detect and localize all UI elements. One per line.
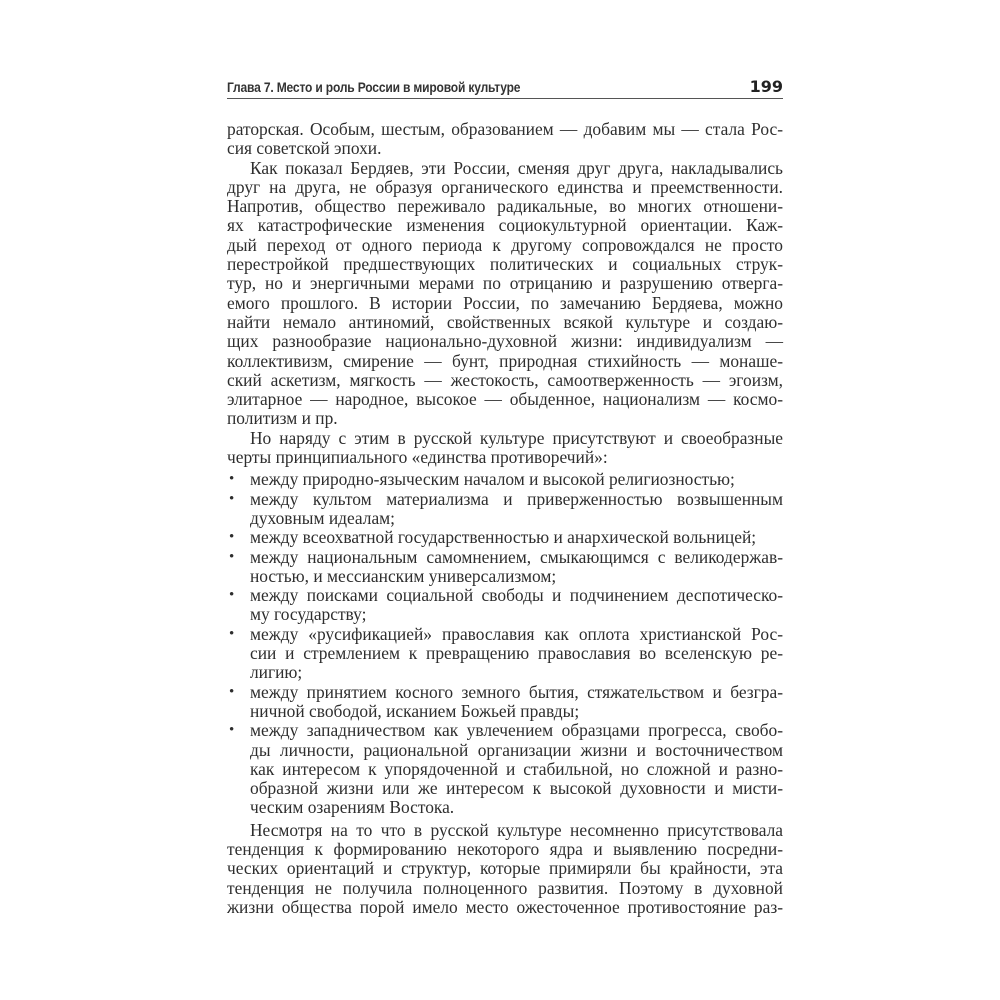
text-line: перестройкой предшествующих политических и социальных струк- bbox=[227, 254, 783, 275]
text-line: Напротив, общество переживало радикальные, во многих отношени- bbox=[227, 196, 783, 217]
text-line: как интересом к упорядоченной и стабильной, но сложной и разно- bbox=[250, 758, 783, 779]
text-line: элитарное — народное, высокое — обыденное, национализм — космо- bbox=[227, 389, 783, 410]
text-line: емого прошлого. В истории России, по замечанию Бердяева, можно bbox=[227, 292, 783, 313]
text-line: тур, но и энергичными мерами по отрицанию и разрушению отверга- bbox=[227, 273, 783, 294]
text-line: ческим озарениям Востока. bbox=[250, 797, 455, 818]
paragraph bbox=[227, 159, 783, 429]
bullet-icon: • bbox=[229, 625, 235, 642]
text-line: Как показал Бердяев, эти России, сменяя друг друга, накладывались bbox=[250, 157, 783, 178]
bullet-icon: • bbox=[229, 683, 235, 700]
paragraph bbox=[227, 429, 783, 468]
paragraph bbox=[227, 120, 783, 159]
text-line: Но наряду с этим в русской культуре присутствуют и своеобразные bbox=[250, 427, 783, 448]
text-line: раторская. Особым, шестым, образованием — добавим мы — стала Рос- bbox=[227, 119, 783, 139]
chapter-title: Глава 7. Место и роль России в мировой культуре bbox=[227, 79, 521, 95]
list-item bbox=[227, 625, 783, 683]
running-header bbox=[227, 74, 783, 99]
text-line: друг на друга, не образуя органического единства и преемственности. bbox=[227, 176, 783, 197]
text-line: ческих ориентаций и структур, которые примиряли бы крайности, эта bbox=[227, 858, 783, 879]
list-item bbox=[227, 586, 783, 625]
text-line: между принятием косного земного бытия, стяжательством и безгра- bbox=[250, 681, 783, 702]
text-line: ях катастрофические изменения социокультурной ориентации. Каж- bbox=[227, 215, 783, 236]
text-line: между всеохватной государственностью и анархической вольницей; bbox=[250, 527, 757, 548]
text-line: между национальным самомнением, смыкающимся с великодержав- bbox=[250, 546, 783, 567]
bullet-icon: • bbox=[229, 587, 235, 604]
text-line: между культом материализма и приверженностью возвышенным bbox=[250, 488, 783, 509]
text-line: между западничеством как увлечением образцами прогресса, свобо- bbox=[250, 720, 783, 741]
text-line: сия советской эпохи. bbox=[227, 138, 382, 159]
text-line: ностью, и мессианским универсализмом; bbox=[250, 565, 557, 586]
text-line: черты принципиального «единства противоречий»: bbox=[227, 447, 608, 468]
text-line: между природно-языческим началом и высокой религиозностью; bbox=[250, 469, 735, 490]
text-line: образной жизни или же интересом к высокой духовности и мисти- bbox=[250, 778, 783, 799]
text-line: Несмотря на то что в русской культуре несомненно присутствовала bbox=[250, 819, 783, 840]
page-body bbox=[227, 120, 783, 917]
text-line: тенденция к формированию некоторого ядра и выявлению посредни- bbox=[227, 838, 783, 859]
text-line: ды личности, рациональной организации жизни и восточничеством bbox=[250, 739, 783, 760]
text-line: жизни общества порой имело место ожесточенное противостояние раз- bbox=[227, 896, 783, 917]
bullet-icon: • bbox=[229, 722, 235, 739]
list-item bbox=[227, 490, 783, 529]
text-line: лигию; bbox=[250, 662, 303, 683]
text-line: дый переход от одного периода к другому сопровождался не просто bbox=[227, 234, 783, 255]
text-line: духовным идеалам; bbox=[250, 507, 396, 528]
bullet-icon: • bbox=[229, 529, 235, 546]
text-line: ничной свободой, исканием Божьей правды; bbox=[250, 700, 580, 721]
text-line: сии и стремлением к превращению православия во вселенскую ре- bbox=[250, 643, 783, 664]
bullet-icon: • bbox=[229, 471, 235, 488]
bullet-icon: • bbox=[229, 490, 235, 507]
text-line: щих разнообразие национально-духовной жизни: индивидуализм — bbox=[227, 331, 783, 352]
list-item bbox=[227, 548, 783, 587]
text-line: ский аскетизм, мягкость — жестокость, самоотверженность — эгоизм, bbox=[227, 369, 783, 390]
paragraph bbox=[227, 821, 783, 917]
text-line: между поисками социальной свободы и подчинением деспотическо- bbox=[250, 585, 783, 606]
text-line: тенденция не получила полноценного развития. Поэтому в духовной bbox=[227, 877, 783, 898]
text-line: между «русификацией» православия как оплота христианской Рос- bbox=[250, 623, 783, 644]
list-item bbox=[227, 683, 783, 722]
list-item bbox=[227, 528, 783, 547]
list-item bbox=[227, 721, 783, 817]
book-page bbox=[227, 74, 783, 917]
list-item bbox=[227, 470, 783, 489]
text-line: му государству; bbox=[250, 604, 367, 625]
text-line: коллективизм, смирение — бунт, природная стихийность — монаше- bbox=[227, 350, 783, 371]
text-line: найти немало антиномий, свойственных всякой культуре и создаю- bbox=[227, 311, 783, 332]
text-line: политизм и пр. bbox=[227, 408, 338, 429]
bullet-icon: • bbox=[229, 548, 235, 565]
page-number: 199 bbox=[749, 77, 783, 96]
